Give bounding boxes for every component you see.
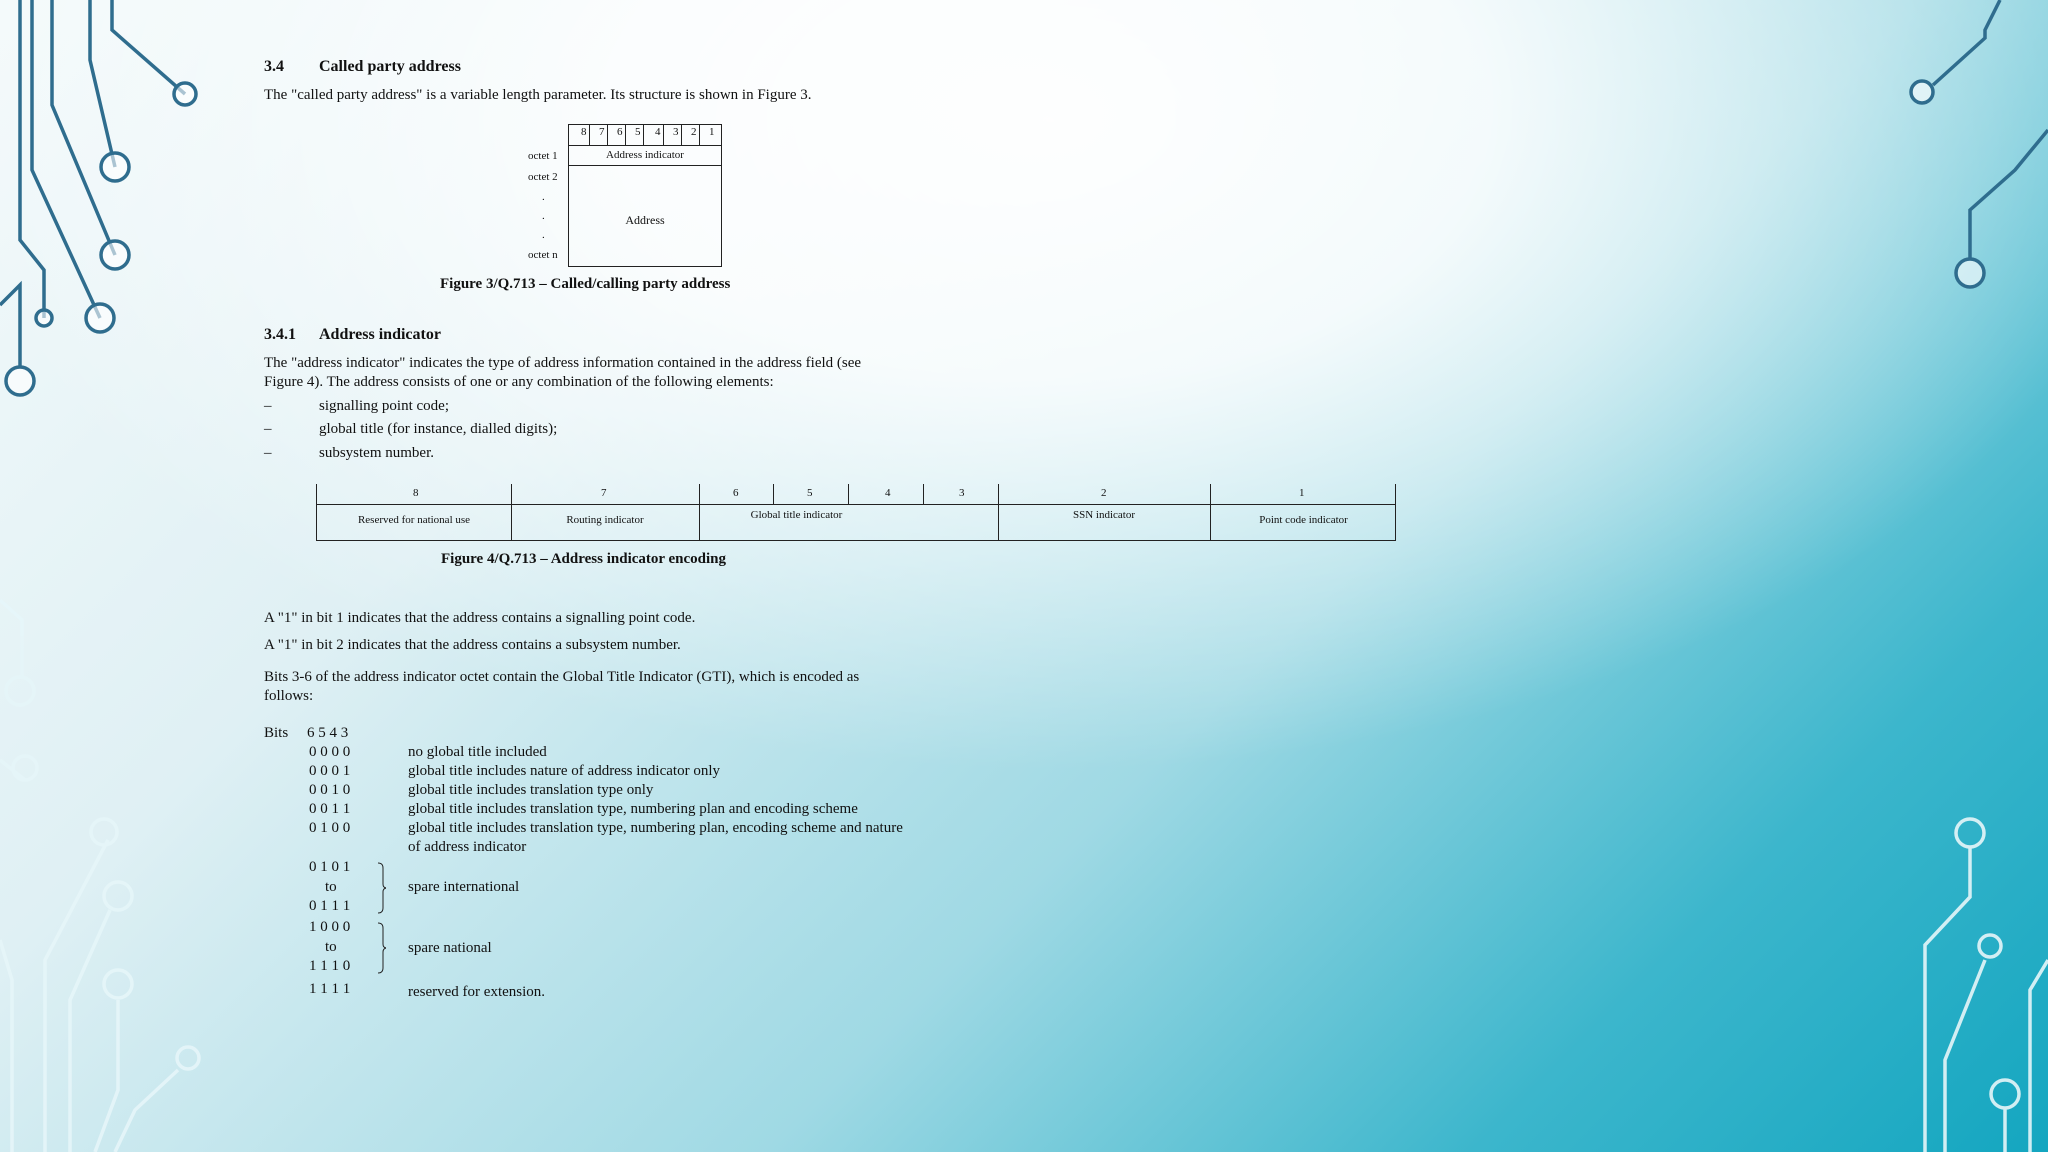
field-reserved-national-use: Reserved for national use xyxy=(357,514,471,526)
gti-range-description: spare national xyxy=(408,940,492,956)
gti-description: no global title included xyxy=(408,744,547,760)
octet-label: octet 1 xyxy=(528,150,558,162)
address-cell: Address xyxy=(625,213,665,227)
bullet-dash: – xyxy=(264,398,272,414)
gti-description-continued: of address indicator xyxy=(408,839,527,855)
bit-number: 3 xyxy=(959,487,965,499)
gti-range-to-word: to xyxy=(325,879,337,895)
gti-range-description: spare international xyxy=(408,879,520,895)
gti-range-to: 1 1 1 0 xyxy=(309,958,351,974)
bit-number: 8 xyxy=(413,487,419,499)
octet-dot: . xyxy=(542,210,545,222)
address-indicator-cell: Address indicator xyxy=(569,145,721,166)
bit-number: 6 xyxy=(733,487,739,499)
gti-paragraph: Bits 3-6 of the address indicator octet contain the Global Title Indicator (GTI), which is encoded as xyxy=(264,669,860,685)
subsection-number: 3.4.1 xyxy=(264,326,296,343)
subsection-paragraph: Figure 4). The address consists of one or any combination of the following elements: xyxy=(264,374,774,390)
gti-code: 1 1 1 1 xyxy=(309,981,351,997)
gti-description: global title includes nature of address indicator only xyxy=(408,763,720,779)
figure4-top-left-tick xyxy=(316,484,317,504)
bit-number: 1 xyxy=(1299,487,1305,499)
gti-range-from: 1 0 0 0 xyxy=(309,919,351,935)
bit-number: 6 xyxy=(617,126,623,138)
gti-range-to: 0 1 1 1 xyxy=(309,898,351,914)
bit-number: 4 xyxy=(885,487,891,499)
gti-code: 0 0 1 1 xyxy=(309,801,351,817)
field-global-title-indicator: Global title indicator xyxy=(750,509,843,521)
octet-label: octet n xyxy=(528,249,558,261)
bit-number: 4 xyxy=(655,126,661,138)
gti-description: global title includes translation type, numbering plan and encoding scheme xyxy=(408,801,858,817)
octet-label: octet 2 xyxy=(528,171,558,183)
bullet-item: global title (for instance, dialled digits); xyxy=(319,421,558,437)
bit1-paragraph: A "1" in bit 1 indicates that the address contains a signalling point code. xyxy=(264,610,696,626)
bullet-item: signalling point code; xyxy=(319,398,449,414)
section-title: Called party address xyxy=(319,58,461,75)
field-routing-indicator: Routing indicator xyxy=(566,514,644,526)
gti-range-to-word: to xyxy=(325,939,337,955)
bit-number: 5 xyxy=(635,126,641,138)
section-number: 3.4 xyxy=(264,58,284,75)
bit-number: 2 xyxy=(1101,487,1107,499)
bit2-paragraph: A "1" in bit 2 indicates that the address contains a subsystem number. xyxy=(264,637,681,653)
subsection-title: Address indicator xyxy=(319,326,441,343)
gti-code: 0 0 0 1 xyxy=(309,763,351,779)
subsection-paragraph: The "address indicator" indicates the type of address information contained in the address field (see xyxy=(264,355,862,371)
gti-paragraph: follows: xyxy=(264,688,314,704)
figure4-top-right-tick xyxy=(1395,484,1396,504)
bullet-dash: – xyxy=(264,445,272,461)
bit-number: 8 xyxy=(581,126,587,138)
figure3-diagram xyxy=(568,124,722,267)
bit-number: 2 xyxy=(691,126,697,138)
octet-dot: . xyxy=(542,191,545,203)
gti-code: 0 0 1 0 xyxy=(309,782,351,798)
field-point-code-indicator: Point code indicator xyxy=(1259,514,1348,526)
figure3-bit-row xyxy=(569,125,721,146)
gti-code: 0 1 0 0 xyxy=(309,820,351,836)
bit-number: 5 xyxy=(807,487,813,499)
gti-bits-header: 6 5 4 3 xyxy=(307,725,349,741)
bit-number: 7 xyxy=(601,487,607,499)
gti-description: global title includes translation type, numbering plan, encoding scheme and nature xyxy=(408,820,903,836)
bullet-item: subsystem number. xyxy=(319,445,434,461)
bit-number: 3 xyxy=(673,126,679,138)
bit-number: 1 xyxy=(709,126,715,138)
figure3-caption: Figure 3/Q.713 – Called/calling party address xyxy=(440,276,731,292)
figure4-diagram xyxy=(316,484,1396,541)
gti-bits-label: Bits xyxy=(264,725,289,741)
octet-dot: . xyxy=(542,229,545,241)
gti-description: reserved for extension. xyxy=(408,984,546,1000)
section-intro: The "called party address" is a variable length parameter. Its structure is shown in Figure 3. xyxy=(264,87,812,103)
gti-description: global title includes translation type only xyxy=(408,782,654,798)
gti-code: 0 0 0 0 xyxy=(309,744,351,760)
figure4-caption: Figure 4/Q.713 – Address indicator encoding xyxy=(441,551,727,567)
field-ssn-indicator: SSN indicator xyxy=(1072,509,1136,521)
range-brace xyxy=(376,922,386,974)
bullet-dash: – xyxy=(264,421,272,437)
bit-number: 7 xyxy=(599,126,605,138)
range-brace xyxy=(376,862,386,914)
gti-range-from: 0 1 0 1 xyxy=(309,859,351,875)
